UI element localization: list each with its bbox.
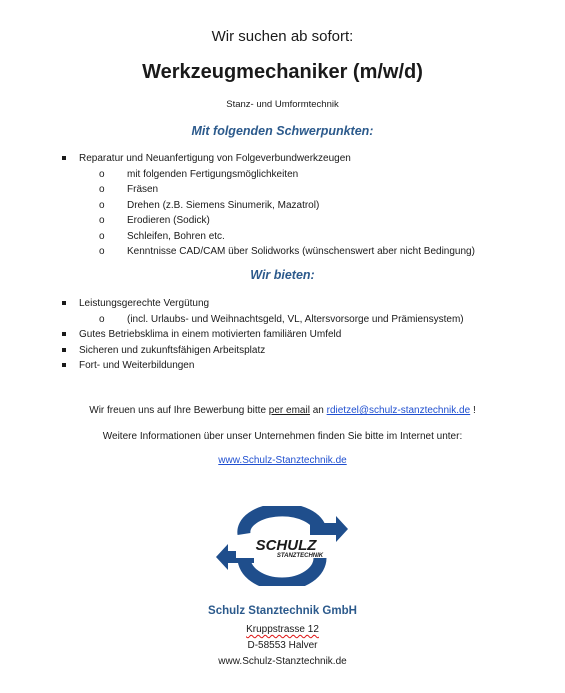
website-line [0, 455, 565, 466]
focus-sub-item: Kenntnisse CAD/CAM über Solidworks (wünschenswert aber nicht Bedingung) [127, 246, 475, 257]
list-item [99, 213, 475, 229]
list-item [99, 312, 464, 328]
list-item [62, 358, 464, 374]
offer-list [62, 296, 464, 374]
list-item [99, 182, 475, 198]
offer-item: Leistungsgerechte Vergütung [79, 298, 210, 309]
list-item [62, 296, 464, 327]
website-link[interactable]: www.Schulz-Stanztechnik.de [218, 455, 347, 466]
company-street [0, 624, 565, 635]
focus-list [62, 151, 475, 260]
street-text: Kruppstrasse 12 [246, 624, 319, 635]
list-item [99, 167, 475, 183]
focus-sub-item: Drehen (z.B. Siemens Sinumerik, Mazatrol) [127, 199, 320, 211]
application-text: Wir freuen uns auf Ihre Bewerbung bitte [89, 405, 267, 416]
list-item [62, 343, 464, 359]
focus-sub-list [79, 167, 475, 260]
intro-text: Wir suchen ab sofort: [211, 28, 354, 45]
offer-sub-item: (incl. Urlaubs- und Weihnachtsgeld, VL, Altersvorsorge und Prämiensystem) [127, 313, 464, 325]
application-sentence [0, 405, 565, 416]
focus-sub-item: Fräsen [127, 184, 159, 195]
list-item [99, 229, 475, 245]
job-subtitle: Stanz- und Umformtechnik [226, 99, 339, 110]
list-item [99, 244, 475, 260]
offer-sub-list [79, 312, 464, 328]
per-email-text: per email [268, 405, 310, 416]
email-link[interactable]: rdietzel@schulz-stanztechnik.de [326, 405, 471, 416]
focus-heading: Mit folgenden Schwerpunkten: [191, 124, 374, 138]
focus-main-item: Reparatur und Neuanfertigung von Folgeverbundwerkzeugen [79, 153, 351, 164]
offer-item: Fort- und Weiterbildungen [79, 360, 195, 371]
schulz-logo [214, 506, 350, 586]
application-text-an: an [312, 405, 324, 416]
company-city: D-58553 Halver [247, 640, 318, 651]
company-web: www.Schulz-Stanztechnik.de [218, 656, 347, 667]
focus-sub-item: Erodieren (Sodick) [127, 215, 210, 226]
logo-sub-text: STANZTECHNIK [276, 553, 324, 559]
offer-item: Gutes Betriebsklima in einem motivierten familiären Umfeld [79, 329, 342, 340]
offer-heading: Wir bieten: [250, 268, 315, 282]
logo-top-arc [244, 510, 320, 534]
application-text-end: ! [472, 405, 476, 416]
more-info-text: Weitere Informationen über unser Unternehmen finden Sie bitte im Internet unter: [102, 431, 463, 442]
list-item [62, 327, 464, 343]
job-title: Werkzeugmechaniker (m/w/d) [142, 61, 423, 83]
focus-sub-item: Schleifen, Bohren etc. [127, 230, 225, 242]
list-item [62, 151, 475, 260]
logo-bottom-arc [244, 558, 320, 584]
focus-sub-item: mit folgenden Fertigungsmöglichkeiten [127, 168, 299, 180]
offer-item: Sicheren und zukunftsfähigen Arbeitsplatz [79, 344, 266, 356]
logo-brand-text: SCHULZ [255, 537, 317, 554]
list-item [99, 198, 475, 214]
company-name: Schulz Stanztechnik GmbH [208, 605, 357, 617]
